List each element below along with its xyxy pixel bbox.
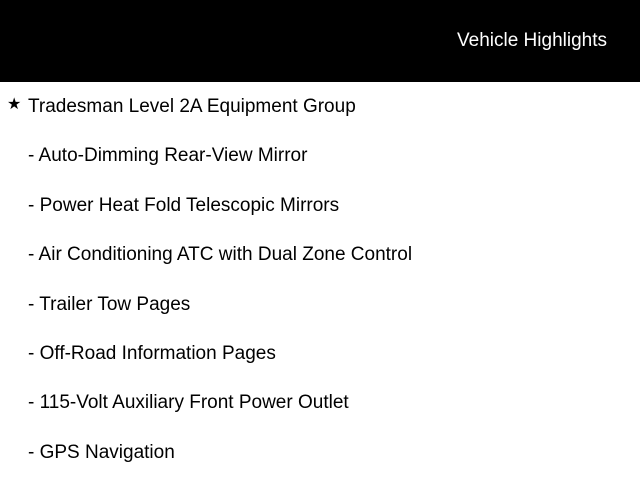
page-title: Vehicle Highlights [457,30,607,51]
list-item-text: - Air Conditioning ATC with Dual Zone Control [28,244,413,266]
list-item-text: - Off-Road Information Pages [28,342,276,364]
header-bar [0,0,640,82]
list-item-text: - GPS Navigation [28,441,175,463]
list-item [0,442,640,491]
list-item-text: - Trailer Tow Pages [28,293,191,315]
star-icon: ★ [7,96,22,113]
list-item [0,195,640,244]
list-item [0,294,640,343]
list-item [0,145,640,194]
list-item [0,392,640,441]
highlights-list [0,96,640,491]
list-item-text: - 115-Volt Auxiliary Front Power Outlet [28,392,349,414]
list-item [0,244,640,293]
list-item-text: - Power Heat Fold Telescopic Mirrors [28,194,340,216]
list-item-text: - Auto-Dimming Rear-View Mirror [28,145,308,167]
equipment-group-heading [0,96,640,145]
list-item [0,343,640,392]
equipment-group-label: Tradesman Level 2A Equipment Group [28,96,356,117]
